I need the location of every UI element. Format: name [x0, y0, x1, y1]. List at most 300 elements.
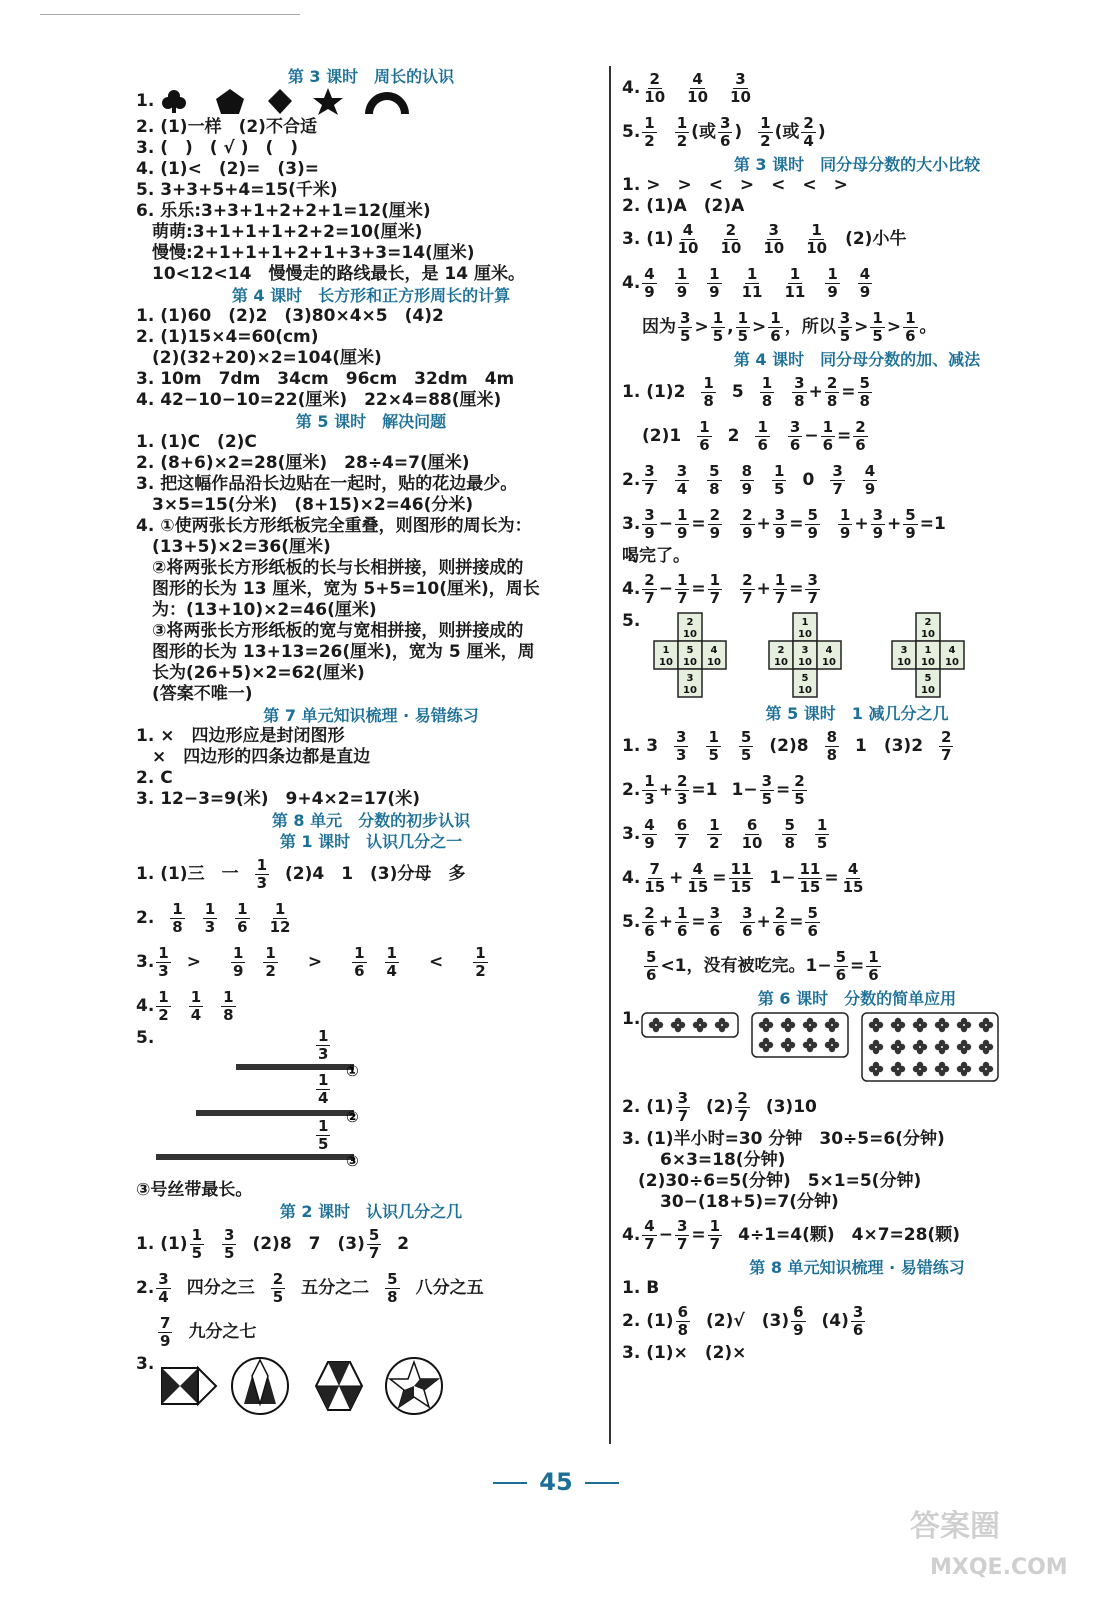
cell-label: 10: [921, 629, 935, 640]
fraction: [678, 310, 692, 345]
fraction: [352, 945, 366, 980]
ribbon-label: ③: [346, 1152, 359, 1170]
fraction: [782, 817, 796, 852]
flower-icon: [957, 1018, 971, 1032]
answer-line: [136, 984, 606, 1028]
fraction: [642, 463, 656, 498]
fraction: [760, 375, 774, 410]
fraction: [674, 729, 688, 764]
flower-icon: [781, 1038, 795, 1052]
denominator: 11: [784, 282, 806, 301]
answer-line: 6. 乐乐:3+3+1+2+2+1=12(厘米): [136, 201, 431, 221]
answer-line: 图形的长为 13 厘米，宽为 5+5=10(厘米)，周长: [152, 579, 540, 599]
flower-icon: [671, 1018, 685, 1032]
fraction: [735, 1090, 749, 1125]
fraction: [385, 1271, 399, 1306]
fraction: [773, 572, 787, 607]
denominator: 2: [676, 131, 688, 150]
numerator: 11: [799, 859, 821, 878]
cell-label: 10: [798, 657, 812, 668]
numerator: 2: [737, 1088, 748, 1107]
denominator: 6: [709, 921, 721, 940]
fraction: [791, 1304, 805, 1339]
answer-line: [136, 852, 606, 896]
denominator: 8: [826, 391, 838, 410]
denominator: 4: [190, 1005, 202, 1024]
numerator: 1: [676, 505, 688, 524]
numerator: 5: [387, 1269, 398, 1288]
answer-line: 3. ( ) ( √ ) ( ): [136, 138, 298, 158]
numerator: 1: [256, 855, 268, 874]
answer-line: 1. × 四边形应是封闭图形: [136, 726, 345, 746]
denominator: 6: [644, 921, 655, 940]
denominator: 6: [237, 917, 248, 936]
cell-label: 10: [945, 657, 959, 668]
flower-icon: [913, 1040, 927, 1054]
section-heading: 第 8 单元知识梳理 · 易错练习: [749, 1258, 965, 1277]
fraction: [263, 945, 277, 980]
numerator: 3: [158, 1269, 169, 1288]
question-number: 4.: [622, 1224, 641, 1245]
comparison-sign: <: [428, 951, 444, 972]
numerator: 3: [676, 727, 687, 746]
star-circle-icon: [386, 1358, 442, 1414]
answer-line: 1. (1)2 $\frac{1}{8}$ 5 $\frac{1}{8}$ $\frac{3}{8}$ + $\frac{2}{8}$ = $\frac{5}{8}$: [622, 373, 870, 410]
cell-label: 10: [798, 629, 812, 640]
numerator: 2: [803, 113, 814, 132]
numerator: 3: [224, 1225, 235, 1244]
answer-line: 3. 10m 7dm 34cm 96cm 32dm 4m: [136, 369, 515, 389]
denominator: 6: [770, 326, 781, 345]
denominator: 3: [644, 789, 655, 808]
denominator: 2: [709, 833, 720, 852]
diamond-icon: [268, 89, 292, 114]
numerator: 1: [274, 899, 286, 918]
numerator: 5: [784, 815, 795, 834]
numerator: 1: [757, 417, 768, 436]
numerator: 1: [676, 264, 688, 283]
cell-label: 10: [921, 685, 935, 696]
answer-line: ②将两张长方形纸板的长与长相拼接，则拼接成的: [152, 558, 524, 578]
flower-icon: [759, 1018, 773, 1032]
numerator: 1: [709, 815, 720, 834]
denominator: 15: [644, 877, 666, 896]
denominator: 6: [774, 921, 786, 940]
cell-label: 1: [662, 645, 670, 656]
denominator: 4: [158, 1287, 169, 1306]
denominator: 12: [269, 917, 291, 936]
question-number: 4.: [622, 272, 641, 293]
fraction: [642, 773, 656, 808]
denominator: 7: [941, 745, 952, 764]
answer-line: [622, 724, 1092, 768]
denominator: 9: [859, 282, 871, 301]
fraction: [858, 266, 872, 301]
denominator: 6: [719, 131, 731, 150]
numerator: 1: [746, 264, 758, 283]
answer-line: 2. (1)一样 (2)不合适: [136, 117, 317, 137]
answer-text: 3. (1): [622, 228, 674, 249]
numerator: 1: [676, 113, 688, 132]
answer-text: (或: [774, 121, 800, 142]
fraction: [825, 266, 839, 301]
fraction: [740, 905, 754, 940]
fraction: [718, 115, 732, 150]
fraction: [685, 71, 710, 106]
answer-text: 1. (1)三 一: [136, 863, 239, 884]
numerator: 5: [709, 461, 720, 480]
denominator: 8: [826, 745, 837, 764]
fraction: [805, 905, 819, 940]
denominator: 9: [864, 479, 876, 498]
denominator: 8: [794, 391, 805, 410]
question-number: 1.: [136, 91, 155, 111]
fraction: [798, 861, 823, 896]
fraction: [675, 266, 689, 301]
fraction: [675, 463, 689, 498]
fraction: [760, 773, 774, 808]
cell-label: 3: [686, 673, 694, 684]
fraction: [676, 1090, 690, 1125]
fraction: [676, 1304, 690, 1339]
cell-label: 1: [924, 645, 932, 656]
denominator: 6: [835, 965, 847, 984]
cell-label: 10: [659, 657, 673, 668]
denominator: 5: [708, 745, 719, 764]
fraction: [708, 507, 722, 542]
numerator: 6: [677, 1302, 689, 1321]
flower-icon: [869, 1040, 883, 1054]
fraction: [821, 419, 835, 454]
denominator: 10: [763, 238, 785, 257]
numerator: 1: [770, 308, 781, 327]
answer-line: 2. (8+6)×2=28(厘米) 28÷4=7(厘米): [136, 453, 470, 473]
fraction: [642, 905, 656, 940]
fraction: [825, 729, 839, 764]
fraction: [801, 115, 815, 150]
flower-icon: [891, 1040, 905, 1054]
question-number: 2.: [136, 907, 155, 928]
denominator: 15: [730, 877, 752, 896]
numerator: 1: [872, 308, 883, 327]
denominator: 3: [676, 789, 688, 808]
denominator: 7: [676, 588, 688, 607]
fraction: [825, 375, 839, 410]
numerator: 1: [760, 113, 771, 132]
answer-line: 4. (1)< (2)= (3)=: [136, 159, 320, 179]
denominator: 9: [905, 523, 916, 542]
fraction: [316, 1028, 330, 1063]
answer-text: 2. (1): [622, 1096, 674, 1117]
flower-icon: [979, 1018, 993, 1032]
cell-label: 1: [801, 617, 809, 628]
fraction: [805, 507, 819, 542]
answer-line: [622, 812, 1092, 856]
answer-line: [622, 611, 1092, 703]
answer-line: [622, 110, 1092, 154]
cell-label: 10: [683, 685, 697, 696]
answer-line: [136, 896, 606, 940]
denominator: 9: [872, 523, 884, 542]
answer-text: ): [734, 121, 743, 142]
numerator: 1: [318, 1117, 329, 1135]
fraction: [736, 310, 750, 345]
numerator: 6: [793, 1302, 804, 1321]
fraction: [740, 266, 765, 301]
fraction: [782, 266, 807, 301]
fraction: [367, 1227, 381, 1262]
answer-line: 3. $\frac{3}{9}$ − $\frac{1}{9}$ = $\frac{2}{9}$ $\frac{2}{9}$ + $\frac{3}{9}$ = $\frac{5}{9}$ $\frac{1}{9}$ + $\frac{3}{9}$ + $\frac{5}{9}$ =1: [622, 505, 946, 542]
question-number: 5.: [622, 121, 641, 142]
denominator: 3: [204, 917, 216, 936]
numerator: 3: [789, 417, 801, 436]
denominator: 5: [761, 789, 773, 808]
fraction: [708, 905, 722, 940]
fraction: [841, 861, 866, 896]
answer-line: [136, 87, 606, 117]
numerator: 2: [644, 903, 655, 922]
answer-line: 4. $\frac{7}{15}$ + $\frac{4}{15}$ = $\frac{11}{15}$ 1− $\frac{11}{15}$ = $\frac{4}{15}$: [622, 859, 864, 896]
flower-icon: [803, 1018, 817, 1032]
fraction: [740, 463, 754, 498]
answer-text: 八分之五: [415, 1277, 484, 1298]
numerator: 3: [644, 461, 655, 480]
fraction: [740, 507, 754, 542]
fraction: [268, 901, 293, 936]
question-number: 4.: [622, 578, 641, 599]
denominator: 15: [842, 877, 864, 896]
numerator: 5: [859, 373, 870, 392]
fraction: [805, 572, 819, 607]
fraction: [642, 817, 656, 852]
numerator: 1: [703, 373, 714, 392]
numerator: 3: [768, 220, 779, 239]
numerator: 5: [646, 947, 657, 966]
fraction: [853, 419, 867, 454]
fraction: [675, 905, 689, 940]
numerator: 1: [190, 987, 202, 1006]
answer-line: 2. $\frac{1}{3}$ + $\frac{2}{3}$ =1 1− $\frac{3}{5}$ = $\frac{2}{5}$: [622, 771, 805, 808]
fraction: [788, 419, 802, 454]
numerator: 1: [223, 987, 234, 1006]
answer-line: [136, 1266, 606, 1310]
answer-text: 2: [397, 1233, 410, 1254]
numerator: 5: [807, 903, 818, 922]
section-heading: 第 7 单元知识梳理 · 易错练习: [263, 706, 479, 725]
denominator: 6: [354, 961, 365, 980]
answer-line: $\frac{5}{6}$ <1，没有被吃完。1− $\frac{5}{6}$ = $\frac{1}{6}$: [646, 947, 879, 984]
left-column: [136, 66, 606, 1418]
numerator: 2: [644, 570, 655, 589]
answer-line: 1. B: [622, 1278, 660, 1298]
answer-line: 30−(18+5)=7(分钟): [660, 1192, 839, 1212]
denominator: 10: [806, 238, 828, 257]
numerator: 1: [237, 899, 248, 918]
denominator: 9: [644, 282, 655, 301]
denominator: 9: [839, 523, 851, 542]
fraction: [675, 572, 689, 607]
answer-text: 2. (1): [622, 1310, 674, 1331]
denominator: 5: [872, 326, 883, 345]
question-number: 1.: [622, 1009, 641, 1029]
numerator: 5: [835, 947, 847, 966]
ribbon-label: ②: [346, 1108, 359, 1126]
denominator: 6: [676, 921, 688, 940]
numerator: 2: [941, 727, 952, 746]
numerator: 5: [905, 505, 916, 524]
denominator: 5: [680, 326, 691, 345]
fraction: [792, 773, 806, 808]
fraction: [761, 222, 786, 257]
numerator: 1: [789, 264, 801, 283]
cell-label: 10: [683, 629, 697, 640]
numerator: 1: [191, 1225, 203, 1244]
fraction: [707, 817, 721, 852]
answer-line: (2)(32+20)×2=104(厘米): [152, 348, 382, 368]
ribbon-label: ①: [346, 1062, 359, 1080]
fraction: [675, 773, 689, 808]
fraction: [675, 817, 689, 852]
denominator: 6: [905, 326, 916, 345]
question-number: 4.: [622, 77, 641, 98]
denominator: 8: [859, 391, 870, 410]
denominator: 5: [712, 326, 724, 345]
club-icon: [162, 90, 186, 113]
comparison-sign: >: [307, 951, 323, 972]
section-heading: 第 5 课时 解决问题: [295, 412, 447, 431]
numerator: 4: [692, 859, 704, 878]
fraction: [189, 989, 203, 1024]
answer-text: (2)√ (3): [706, 1310, 790, 1331]
fraction: [642, 71, 667, 106]
denominator: 9: [709, 282, 720, 301]
answer-line: [622, 217, 1092, 261]
cell-label: 4: [948, 645, 956, 656]
denominator: 10: [730, 87, 751, 106]
numerator: 3: [839, 308, 851, 327]
numerator: 6: [746, 815, 758, 834]
numerator: 3: [677, 1088, 689, 1107]
denominator: 4: [676, 479, 688, 498]
numerator: 1: [811, 220, 822, 239]
question-number: 3.: [136, 1354, 155, 1374]
answer-line: 10<12<14 慢慢走的路线最长，是 14 厘米。: [152, 264, 525, 284]
denominator: 8: [709, 479, 720, 498]
fraction: [706, 729, 720, 764]
answer-line: (答案不唯一): [152, 684, 253, 704]
denominator: 9: [676, 523, 688, 542]
answer-line: 2. (1)A (2)A: [622, 196, 745, 216]
numerator: 2: [272, 1269, 284, 1288]
fraction: [156, 1271, 170, 1306]
answer-text: 1. (1): [136, 1233, 188, 1254]
fraction: [758, 115, 772, 150]
fraction: [675, 507, 689, 542]
fraction: [838, 507, 852, 542]
answer-line: [622, 1009, 1092, 1085]
numerator: 1: [158, 987, 169, 1006]
numerator: 1: [737, 308, 749, 327]
fraction: [231, 945, 245, 980]
fraction: [830, 463, 844, 498]
answer-line: 为：(13+10)×2=46(厘米): [152, 600, 377, 620]
fraction: [871, 507, 885, 542]
question-number: 5.: [622, 911, 641, 932]
denominator: 2: [265, 961, 276, 980]
question-number: 4.: [136, 995, 155, 1016]
denominator: 9: [644, 833, 655, 852]
numerator: 2: [742, 505, 753, 524]
cell-label: 2: [924, 617, 932, 628]
fraction: [903, 310, 917, 345]
numerator: 8: [826, 727, 837, 746]
comparison-sign: >: [186, 951, 201, 972]
numerator: 3: [794, 373, 805, 392]
fraction: [838, 310, 852, 345]
numerator: 4: [682, 220, 694, 239]
page-number: [0, 1468, 1112, 1496]
answer-text: 四分之三: [186, 1277, 255, 1298]
numerator: 1: [822, 417, 834, 436]
cell-label: 3: [900, 645, 908, 656]
denominator: 9: [793, 1320, 804, 1339]
numerator: 1: [699, 417, 710, 436]
watermark-site: MXQE.COM: [930, 1555, 1068, 1580]
denominator: 3: [158, 961, 169, 980]
denominator: 6: [789, 435, 801, 454]
fraction: [740, 817, 765, 852]
fraction: [772, 463, 786, 498]
fraction: [675, 115, 689, 150]
cell-label: 2: [777, 645, 785, 656]
numerator: 2: [774, 903, 786, 922]
numerator: 2: [676, 771, 688, 790]
numerator: 4: [864, 461, 876, 480]
section-heading: 第 5 课时 1 减几分之几: [765, 704, 949, 723]
question-number: 5.: [136, 1028, 155, 1048]
denominator: 6: [868, 965, 879, 984]
denominator: 5: [318, 1135, 329, 1153]
fraction: [255, 857, 269, 892]
fraction: [697, 419, 711, 454]
denominator: 10: [741, 833, 763, 852]
fraction: [939, 729, 953, 764]
numerator: 1: [386, 943, 397, 962]
denominator: 5: [191, 1243, 203, 1262]
numerator: 1: [676, 570, 688, 589]
section-heading: 第 8 单元 分数的初步认识: [271, 811, 471, 830]
fraction: [642, 266, 656, 301]
numerator: 2: [725, 220, 737, 239]
numerator: 1: [354, 943, 365, 962]
fraction: [316, 1118, 330, 1153]
flower-icon: [891, 1062, 905, 1076]
denominator: 8: [172, 917, 183, 936]
numerator: 1: [774, 570, 786, 589]
answer-line: 5. 3+3+5+4=15(千米): [136, 180, 338, 200]
denominator: 7: [832, 479, 843, 498]
flower-icon: [715, 1018, 729, 1032]
numerator: 4: [859, 264, 871, 283]
denominator: 9: [774, 523, 786, 542]
fraction: [707, 266, 721, 301]
denominator: 8: [677, 1320, 689, 1339]
denominator: 5: [816, 833, 828, 852]
denominator: 7: [644, 1234, 655, 1253]
answer-text: (2): [706, 1096, 734, 1117]
answer-line: 2. $\frac{3}{7}$ $\frac{3}{4}$ $\frac{5}{8}$ $\frac{8}{9}$ $\frac{1}{5}$ 0 $\frac{3}{7}$ $\frac{4}{9}$: [622, 461, 876, 498]
numerator: 5: [807, 505, 818, 524]
